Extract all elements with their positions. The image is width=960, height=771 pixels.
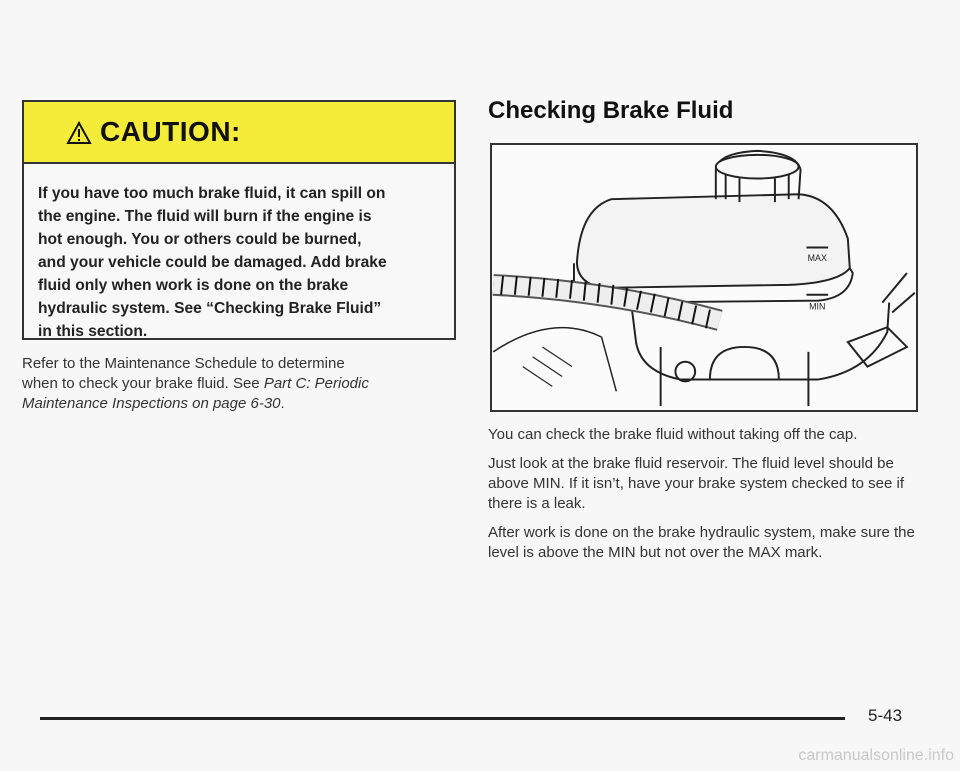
caution-line: and your vehicle could be damaged. Add brake (38, 254, 387, 271)
caution-line: fluid only when work is done on the brake (38, 277, 349, 294)
instruction-paragraph: After work is done on the brake hydraulic system, make sure the level is above the MIN but not over the MAX mark. (488, 524, 915, 561)
cross-reference-link: Maintenance Inspections on page 6-30 (22, 395, 281, 412)
para-line: Refer to the Maintenance Schedule to determine (22, 355, 345, 372)
caution-title-text: CAUTION: (100, 116, 241, 147)
para-text: when to check your brake fluid. See (22, 375, 264, 392)
max-mark-label: MAX (807, 253, 827, 264)
para-text: . (280, 395, 285, 412)
min-mark-label: MIN (809, 301, 826, 312)
page-number: 5-43 (868, 706, 903, 725)
instruction-paragraph: You can check the brake fluid without taking off the cap. (488, 426, 858, 443)
watermark-text: carmanualsonline.info (798, 747, 954, 764)
reservoir-drawing (492, 145, 916, 410)
maintenance-schedule-paragraph (22, 354, 452, 414)
instruction-paragraph: Just look at the brake fluid reservoir. The fluid level should be above MIN. If it isn’t, have your brake system checked to see if there is a leak. (488, 455, 905, 512)
caution-line: hydraulic system. See “Checking Brake Fluid” (38, 300, 382, 317)
caution-line: in this section. (38, 323, 148, 340)
caution-line: the engine. The fluid will burn if the engine is (38, 208, 372, 225)
para-line (22, 374, 452, 394)
brake-fluid-reservoir-illustration (490, 143, 918, 412)
warning-triangle-icon (66, 120, 92, 144)
footer-rule (40, 717, 845, 720)
caution-line: hot enough. You or others could be burned, (38, 231, 362, 248)
caution-title (66, 116, 241, 148)
para-line (22, 394, 452, 414)
caution-line: If you have too much brake fluid, it can spill on (38, 185, 386, 202)
section-heading: Checking Brake Fluid (488, 97, 734, 124)
cross-reference-link: Part C: Periodic (263, 375, 369, 392)
caution-header (24, 102, 454, 164)
caution-body (24, 164, 454, 343)
brake-fluid-instructions (488, 425, 918, 572)
caution-box (22, 100, 456, 340)
